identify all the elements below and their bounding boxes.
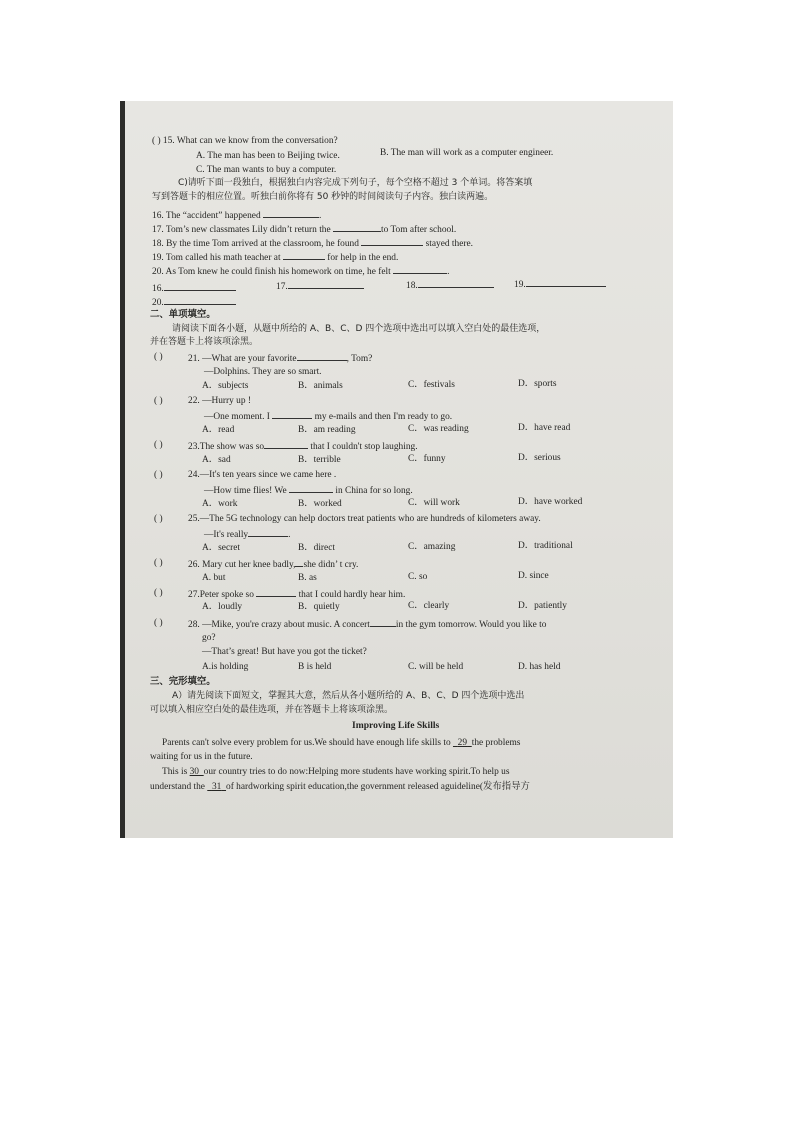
q28-line3: —That’s great! But have you got the ticket? — [202, 647, 367, 657]
exam-page-photo — [120, 101, 673, 838]
q22-stem: —One moment. I my e-mails and then I'm ready to go. — [204, 409, 452, 423]
q28-option-b: B is held — [298, 662, 332, 672]
q21-option-a: A．subjects — [202, 381, 249, 391]
q22-option-c: C．was reading — [408, 424, 469, 434]
q22-line1: 22. —Hurry up ! — [188, 396, 252, 406]
q15-option-c: C. The man wants to buy a computer. — [196, 165, 337, 175]
answer-20: 20. — [152, 295, 236, 309]
q26-option-d: D. since — [518, 571, 549, 581]
answer-18: 18. — [406, 278, 494, 292]
q26-option-c: C. so — [408, 572, 428, 582]
q23-option-c: C．funny — [408, 454, 446, 464]
q21-paren: ( ) — [154, 352, 163, 362]
q25-option-c: C．amazing — [408, 542, 456, 552]
q25-stem: —It's really . — [204, 527, 290, 541]
q26-paren: ( ) — [154, 558, 163, 568]
q27-paren: ( ) — [154, 588, 163, 598]
answer-19: 19. — [514, 277, 606, 291]
passage-line-1: Parents can't solve every problem for us.We should have enough life skills to 29 the problems — [162, 738, 521, 748]
q25-paren: ( ) — [154, 514, 163, 524]
q22-option-a: A．read — [202, 425, 235, 435]
q15-stem: ( ) 15. What can we know from the conversation? — [152, 136, 338, 146]
q21-option-d: D．sports — [518, 379, 557, 389]
q23-stem: 23.The show was so that I couldn't stop laughing. — [188, 439, 418, 453]
q25-option-d: D．traditional — [518, 541, 573, 551]
q26-stem: 26. Mary cut her knee badly, she didn’ t cry. — [188, 557, 358, 571]
q22-option-b: B．am reading — [298, 425, 356, 435]
passage-line-4: understand the 31 of hardworking spirit education,the government released aguideline(发布指导方 — [150, 782, 530, 792]
q27-stem: 27.Peter spoke so that I could hardly hear him. — [188, 587, 405, 601]
q23-paren: ( ) — [154, 440, 163, 450]
q24-option-c: C．will work — [408, 498, 460, 508]
q24-option-d: D．have worked — [518, 497, 583, 507]
sentence-17: 17. Tom’s new classmates Lily didn’t return the to Tom after school. — [152, 222, 456, 236]
q27-option-c: C．clearly — [408, 601, 450, 611]
q21-option-b: B．animals — [298, 381, 343, 391]
section2-instruction-2: 并在答题卡上将该项涂黑。 — [150, 337, 259, 347]
section3-instruction-1: A）请先阅读下面短文，掌握其大意，然后从各小题所给的 A、B、C、D 四个选项中选出 — [172, 691, 525, 701]
q21-line2: —Dolphins. They are so smart. — [204, 367, 322, 377]
passage-title: Improving Life Skills — [352, 720, 440, 731]
q23-option-b: B．terrible — [298, 455, 341, 465]
q24-option-a: A．work — [202, 499, 238, 509]
q15-option-b: B. The man will work as a computer engineer. — [380, 148, 554, 158]
q27-option-d: D．patiently — [518, 601, 567, 611]
q25-line1: 25.—The 5G technology can help doctors treat patients who are hundreds of kilometers away. — [188, 514, 541, 524]
q26-option-b: B. as — [298, 573, 317, 583]
q21-option-c: C．festivals — [408, 380, 455, 390]
answer-16: 16. — [152, 281, 236, 295]
q26-option-a: A. but — [202, 573, 226, 583]
sentence-16: 16. The “accident” happened . — [152, 208, 321, 222]
answer-17: 17. — [276, 279, 364, 293]
section3-header: 三、完形填空。 — [150, 676, 216, 687]
sentence-18: 18. By the time Tom arrived at the classroom, he found stayed there. — [152, 236, 473, 250]
passage-line-2: waiting for us in the future. — [150, 752, 253, 762]
sentence-19: 19. Tom called his math teacher at for help in the end. — [152, 250, 398, 264]
partc-instruction-1: C)请听下面一段独白，根据独白内容完成下列句子，每个空格不超过 3 个单词。将答案填 — [178, 178, 533, 188]
q28-paren: ( ) — [154, 618, 163, 628]
section2-header: 二、单项填空。 — [150, 309, 216, 320]
q27-option-a: A．loudly — [202, 602, 243, 612]
section3-instruction-2: 可以填入相应空白处的最佳选项，并在答题卡上将该项涂黑。 — [150, 705, 394, 715]
q28-option-a: A.is holding — [202, 662, 249, 672]
q28-option-c: C. will be held — [408, 662, 464, 672]
binding-shadow — [120, 101, 125, 838]
q15-option-a: A. The man has been to Beijing twice. — [196, 151, 340, 161]
q25-option-a: A．secret — [202, 543, 241, 553]
q24-option-b: B．worked — [298, 499, 342, 509]
q21-stem: 21. —What are your favorite , Tom? — [188, 351, 372, 365]
section2-instruction-1: 请阅读下面各小题，从题中所给的 A、B、C、D 四个选项中选出可以填入空白处的最佳选项， — [172, 324, 546, 334]
partc-instruction-2: 写到答题卡的相应位置。听独白前你将有 50 秒钟的时间阅读句子内容。独白读两遍。 — [152, 192, 494, 202]
q25-option-b: B．direct — [298, 543, 335, 553]
q24-stem: —How time flies! We in China for so long. — [204, 483, 413, 497]
q24-line1: 24.—It's ten years since we came here . — [188, 470, 337, 480]
q23-option-d: D．serious — [518, 453, 561, 463]
q23-option-a: A．sad — [202, 455, 231, 465]
q22-option-d: D．have read — [518, 423, 571, 433]
passage-line-3: This is 30 our country tries to do now:Helping more students have working spirit.To help us — [162, 767, 510, 777]
q28-option-d: D. has held — [518, 662, 561, 672]
q28-stem: 28. —Mike, you're crazy about music. A concert in the gym tomorrow. Would you like to — [188, 617, 546, 631]
q27-option-b: B．quietly — [298, 602, 340, 612]
q24-paren: ( ) — [154, 470, 163, 480]
q22-paren: ( ) — [154, 396, 163, 406]
sentence-20: 20. As Tom knew he could finish his homework on time, he felt . — [152, 264, 449, 278]
q28-line2: go? — [202, 633, 216, 643]
